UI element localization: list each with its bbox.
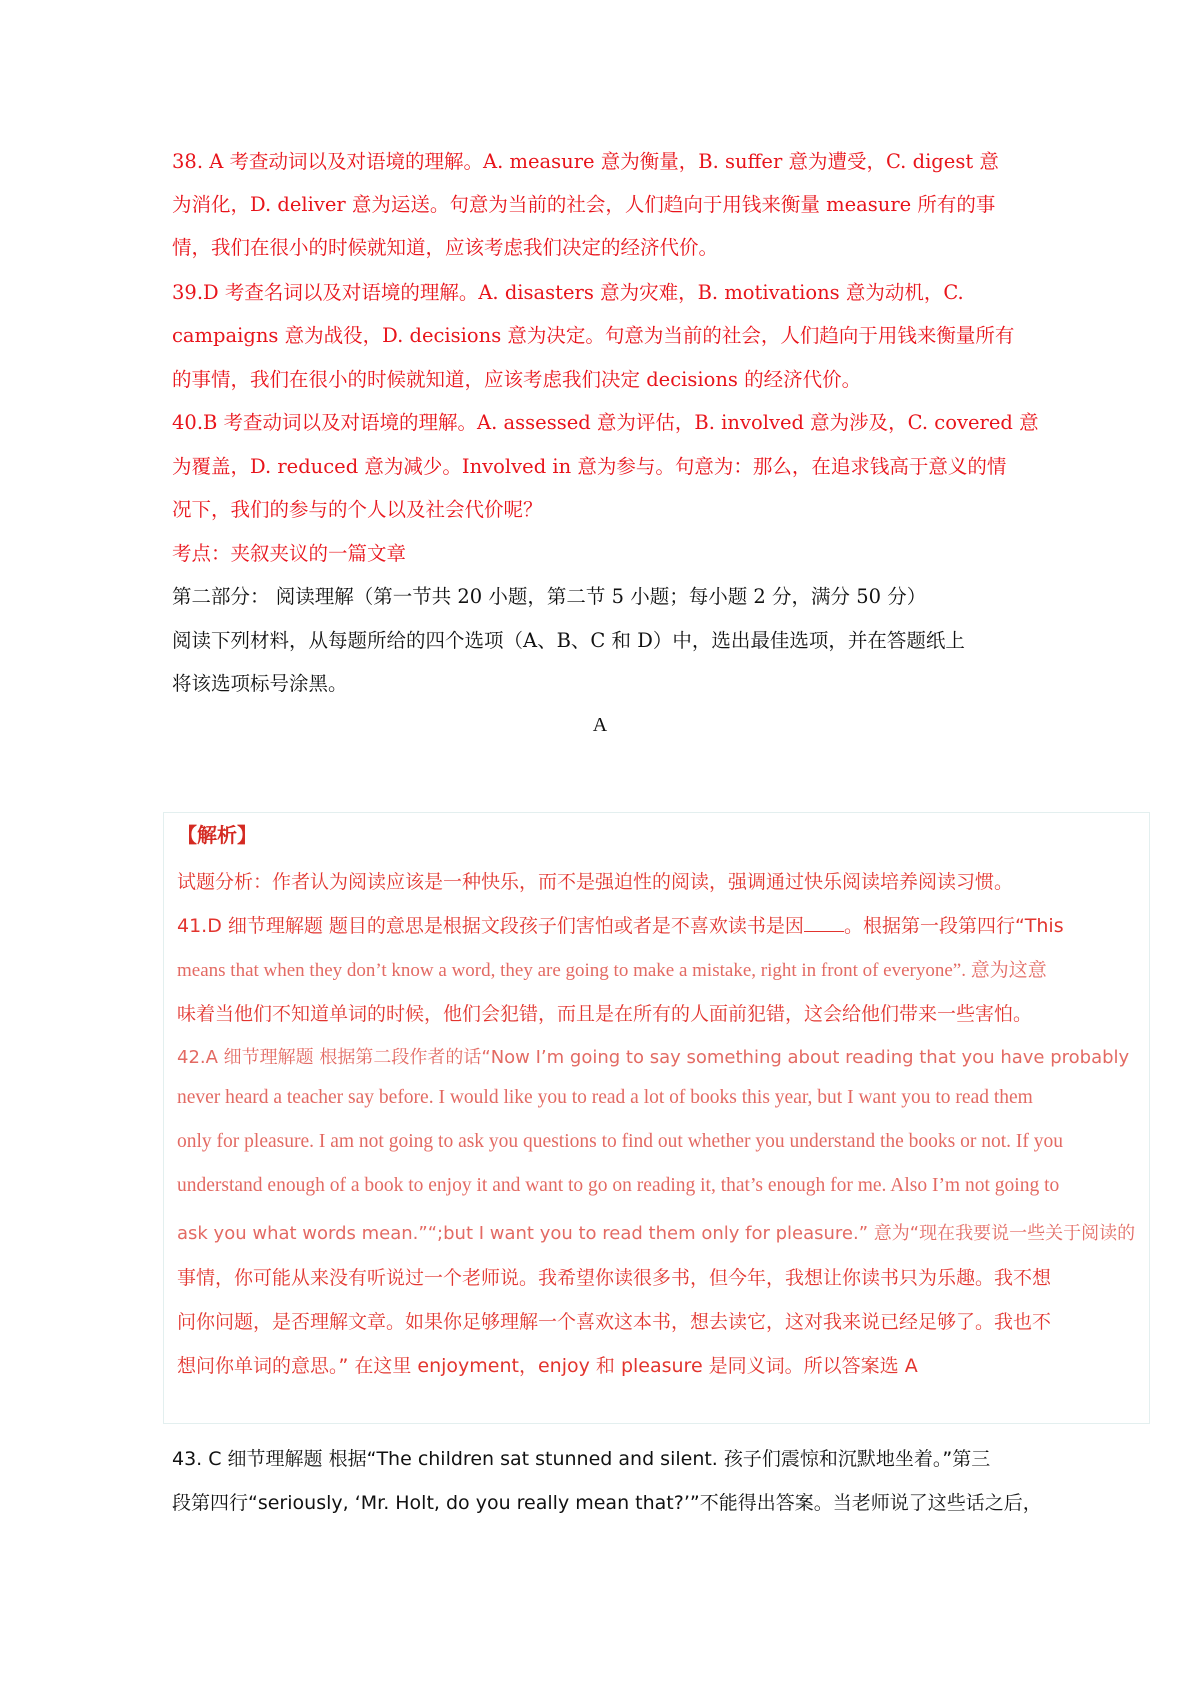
analysis-heading: 【解析】 xyxy=(177,823,257,847)
q42-line-8: 想问你单词的意思。” 在这里 enjoyment，enjoy 和 pleasure 是同义词。所以答案选 A xyxy=(177,1355,918,1377)
part2-title: 第二部分： 阅读理解（第一节共 20 小题，第二节 5 小题；每小题 2 分，满分 50 分） xyxy=(172,585,927,608)
q43-line-2: 段第四行“seriously, ‘Mr. Holt, do you really mean that?’”不能得出答案。当老师说了这些话之后， xyxy=(172,1492,1042,1514)
q42-line-6: 事情，你可能从来没有听说过一个老师说。我希望你读很多书，但今年，我想让你读书只为乐趣。我不想 xyxy=(177,1267,1052,1289)
part2-instruction-1: 阅读下列材料，从每题所给的四个选项（A、B、C 和 D）中，选出最佳选项，并在答题纸上 xyxy=(172,629,965,652)
q41-line-1-end: 。根据第一段第四行“This xyxy=(843,915,1064,937)
part2-instruction-2: 将该选项标号涂黑。 xyxy=(172,672,348,695)
q43-line-1: 43. C 细节理解题 根据“The children sat stunned and silent. 孩子们震惊和沉默地坐着。”第三 xyxy=(172,1448,991,1470)
q40-line-3: 况下，我们的参与的个人以及社会代价呢？ xyxy=(172,498,543,521)
q40-line-2: 为覆盖，D. reduced 意为减少。Involved in 意为参与。句意为：那么，在追求钱高于意义的情 xyxy=(172,455,1007,478)
q40-line-1: 40.B 考查动词以及对语境的理解。A. assessed 意为评估，B. involved 意为涉及，C. covered 意 xyxy=(172,411,1039,434)
q41-line-3: 味着当他们不知道单词的时候，他们会犯错，而且是在所有的人面前犯错，这会给他们带来一些害怕。 xyxy=(177,1003,1033,1025)
q39-line-1: 39.D 考查名词以及对语境的理解。A. disasters 意为灾难，B. motivations 意为动机，C. xyxy=(172,281,964,304)
q41-line-1 xyxy=(177,911,1064,938)
q42-line-5: ask you what words mean.”“;but I want you to read them only for pleasure.” 意为“现在我要说一些关于阅读的 xyxy=(177,1223,1136,1244)
q41-line-2: means that when they don’t know a word, they are going to make a mistake, right in front of everyone”. 意为这意 xyxy=(177,960,1047,981)
q41-line-1-start: 41.D 细节理解题 题目的意思是根据文段孩子们害怕或者是不喜欢读书是因 xyxy=(177,915,804,937)
q42-line-1: 42.A 细节理解题 根据第二段作者的话“Now I’m going to say something about reading that you have probably xyxy=(177,1047,1130,1068)
q42-line-2: never heard a teacher say before. I would like you to read a lot of books this year, but I want you to read them xyxy=(177,1087,1033,1108)
q39-line-3: 的事情，我们在很小的时候就知道，应该考虑我们决定 decisions 的经济代价。 xyxy=(172,368,862,391)
answer-blank xyxy=(804,915,844,932)
q39-line-2: campaigns 意为战役，D. decisions 意为决定。句意为当前的社会，人们趋向于用钱来衡量所有 xyxy=(172,324,1015,347)
q42-line-7: 问你问题，是否理解文章。如果你足够理解一个喜欢这本书，想去读它，这对我来说已经足够了。我也不 xyxy=(177,1311,1052,1333)
q38-line-3: 情，我们在很小的时候就知道，应该考虑我们决定的经济代价。 xyxy=(172,236,719,259)
section-letter: A xyxy=(592,714,608,736)
analysis-summary: 试题分析：作者认为阅读应该是一种快乐，而不是强迫性的阅读，强调通过快乐阅读培养阅读习惯。 xyxy=(177,871,1014,893)
kaodian-note: 考点：夹叙夹议的一篇文章 xyxy=(172,542,407,565)
q38-line-1: 38. A 考查动词以及对语境的理解。A. measure 意为衡量，B. suffer 意为遭受，C. digest 意 xyxy=(172,150,999,173)
q38-line-2: 为消化，D. deliver 意为运送。句意为当前的社会，人们趋向于用钱来衡量 measure 所有的事 xyxy=(172,193,996,216)
q42-line-3: only for pleasure. I am not going to ask you questions to find out whether you understand the books or not. If you xyxy=(177,1131,1064,1152)
q42-line-4: understand enough of a book to enjoy it and want to go on reading it, that’s enough for me. Also I’m not going to xyxy=(177,1175,1060,1196)
